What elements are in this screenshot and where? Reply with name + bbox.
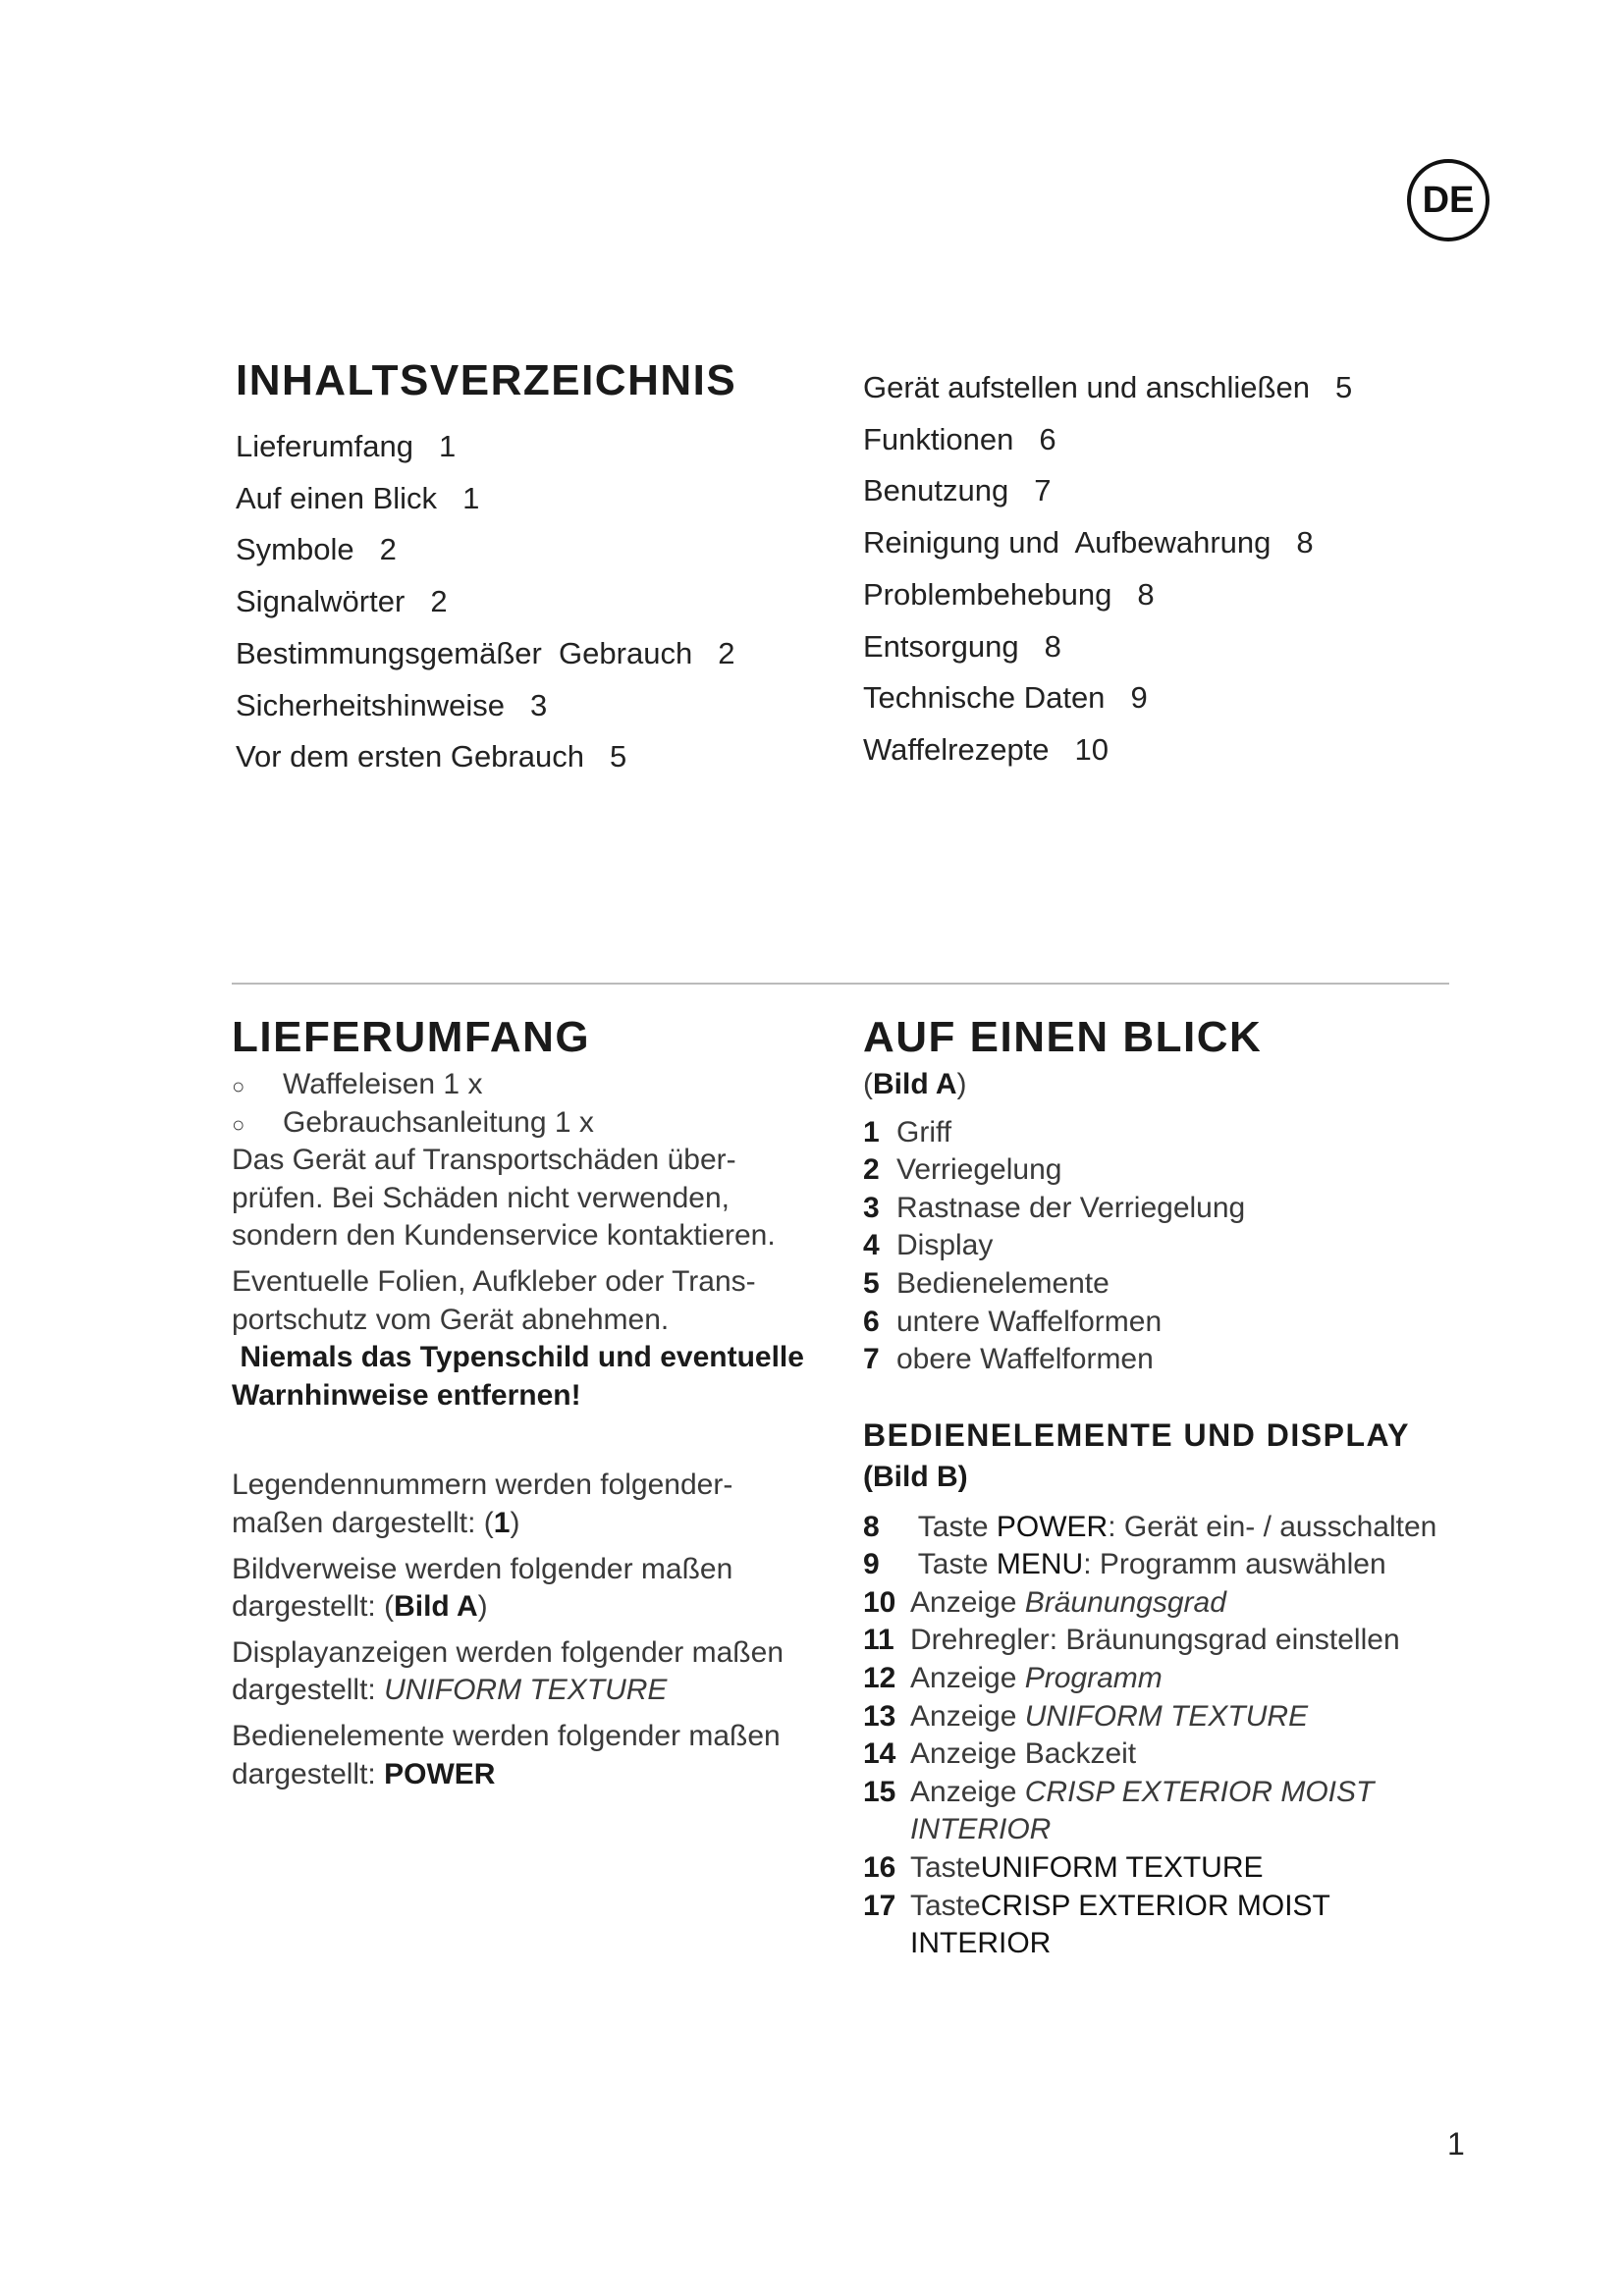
toc-entry-page: 7: [1034, 473, 1052, 508]
legend-example: POWER: [384, 1757, 496, 1790]
paragraph-line: sondern den Kundenservice kontaktieren.: [232, 1219, 776, 1253]
legend-line: [232, 1756, 821, 1794]
bullet-item: [232, 1066, 821, 1104]
toc-entry: [863, 724, 1352, 776]
control-item: [863, 1698, 1491, 1736]
control-emphasis: POWER: [996, 1510, 1109, 1543]
toc-entry-label: Benutzung: [863, 473, 1009, 508]
spacer: [232, 1627, 821, 1634]
toc-entry-page: 5: [609, 739, 627, 774]
spacer: [232, 1543, 821, 1551]
toc-entry: [863, 362, 1352, 414]
toc-entry: [863, 517, 1352, 569]
toc-entry: [863, 569, 1352, 621]
control-item-continuation: [863, 1925, 1491, 1963]
auf-einen-blick-title: AUF EINEN BLICK: [863, 1013, 1263, 1061]
toc-entry-page: 1: [438, 429, 457, 463]
toc-entry: [236, 421, 734, 473]
toc-entry: [863, 414, 1352, 466]
control-item: [863, 1774, 1491, 1812]
auf-einen-blick-section: [863, 1013, 1472, 1379]
figure-ref-label: Bild A: [873, 1068, 957, 1100]
figure-reference: [863, 1066, 1472, 1104]
bullet-icon: ○: [232, 1111, 245, 1137]
toc-entry: [236, 576, 734, 628]
toc-entry-page: 5: [1334, 370, 1353, 404]
control-text: Taste: [910, 1510, 997, 1543]
control-text: Taste: [910, 1889, 981, 1922]
toc-entry-label: Gerät aufstellen und anschließen: [863, 370, 1310, 404]
toc-entry: [236, 473, 734, 525]
toc-entry-label: Technische Daten: [863, 680, 1106, 716]
toc-entry-label: Lieferumfang: [236, 429, 413, 463]
control-item: [863, 1735, 1491, 1774]
toc-entry-label: Problembehebung: [863, 576, 1112, 612]
toc-entry-label: Funktionen: [863, 421, 1014, 456]
control-emphasis: CRISP EXTERIOR MOIST: [1024, 1775, 1375, 1808]
toc-entry-page: 2: [718, 635, 735, 670]
control-number: 15: [863, 1775, 896, 1808]
spacer: [232, 1255, 821, 1263]
toc-entry-page: 6: [1039, 421, 1056, 456]
toc-entry: [236, 680, 734, 732]
warning-line: Warnhinweise entfernen!: [232, 1378, 581, 1412]
legend-line: [232, 1588, 821, 1627]
control-item: [863, 1584, 1491, 1623]
control-emphasis: Programm: [1024, 1661, 1163, 1694]
part-label: untere Waffelformen: [896, 1305, 1163, 1338]
part-number: 1: [863, 1115, 880, 1148]
bullet-icon: ○: [232, 1074, 245, 1098]
toc-entry-page: 8: [1044, 628, 1061, 664]
control-emphasis: Bräunungsgrad: [1024, 1585, 1226, 1619]
toc-entry: [863, 465, 1352, 517]
control-text: Anzeige: [910, 1699, 1025, 1733]
control-number: 17: [863, 1889, 896, 1922]
control-text: Taste: [910, 1850, 981, 1884]
part-label: Rastnase der Verriegelung: [896, 1191, 1246, 1224]
toc-entry-page: 8: [1137, 576, 1155, 612]
control-text: Anzeige: [910, 1775, 1025, 1808]
control-item: [863, 1546, 1491, 1584]
language-badge: DE: [1407, 159, 1489, 241]
legend-prefix: maßen dargestellt: (: [232, 1506, 494, 1539]
control-item: [863, 1849, 1491, 1888]
toc-entry-label: Symbole: [236, 532, 354, 567]
part-number: 6: [863, 1305, 880, 1338]
toc-entry-page: 8: [1296, 525, 1314, 561]
toc-entry: [863, 621, 1352, 673]
part-item: [863, 1265, 1472, 1304]
toc-entry-page: 10: [1074, 731, 1110, 767]
control-number: 12: [863, 1661, 896, 1694]
control-text: Taste: [910, 1548, 997, 1581]
toc-entry-page: 3: [529, 687, 548, 722]
paragraph-line: portschutz vom Gerät abnehmen.: [232, 1303, 670, 1336]
toc-entry-label: Sicherheitshinweise: [236, 687, 505, 722]
legend-line: Displayanzeigen werden folgender maßen: [232, 1635, 785, 1669]
legend-example: 1: [493, 1506, 511, 1539]
toc-entry-label: Vor dem ersten Gebrauch: [236, 739, 584, 774]
control-item: [863, 1509, 1491, 1547]
toc-entry: [863, 672, 1352, 724]
legend-line: Legendennummern werden folgender-: [232, 1468, 733, 1502]
toc-right: [863, 362, 1352, 776]
toc-entry-page: 1: [462, 480, 480, 515]
toc-left: [236, 421, 734, 783]
toc-entry: [236, 731, 734, 783]
part-number: 4: [863, 1229, 880, 1262]
control-number: 8: [863, 1510, 880, 1543]
controls-list: [863, 1509, 1491, 1963]
part-item: [863, 1151, 1472, 1190]
control-emphasis: INTERIOR: [910, 1813, 1052, 1846]
control-item: [863, 1622, 1491, 1660]
legend-line: Bedienelemente werden folgender maßen: [232, 1719, 781, 1752]
control-text: Anzeige Backzeit: [910, 1737, 1137, 1771]
part-number: 5: [863, 1266, 880, 1300]
toc-entry: [236, 524, 734, 576]
bedienelemente-section: [863, 1415, 1491, 1963]
legend-suffix: ): [477, 1590, 488, 1624]
paren: (: [863, 1068, 873, 1100]
control-text: Drehregler: Bräunungsgrad einstellen: [910, 1624, 1400, 1657]
part-label: Griff: [896, 1115, 952, 1148]
toc-entry-page: 2: [379, 532, 397, 567]
control-item-continuation: [863, 1811, 1491, 1849]
part-label: Bedienelemente: [896, 1266, 1110, 1300]
control-number: 11: [863, 1624, 894, 1657]
lieferumfang-body: [232, 1066, 821, 1793]
part-item: [863, 1304, 1472, 1342]
control-text: Anzeige: [910, 1585, 1025, 1619]
control-text-suffix: : Gerät ein- / ausschalten: [1108, 1510, 1437, 1543]
control-emphasis: MENU: [996, 1548, 1084, 1581]
bedienelemente-title: BEDIENELEMENTE UND DISPLAY: [863, 1417, 1410, 1453]
toc-entry-page: 9: [1130, 680, 1148, 716]
paren: ): [956, 1068, 967, 1100]
bullet-text: Waffeleisen 1 x: [283, 1068, 483, 1100]
part-item: [863, 1227, 1472, 1265]
control-number: 13: [863, 1699, 896, 1733]
legend-prefix: dargestellt:: [232, 1674, 385, 1707]
bullet-item: [232, 1104, 821, 1143]
legend-prefix: dargestellt:: [232, 1757, 385, 1790]
control-number: 9: [863, 1548, 880, 1581]
control-number: 14: [863, 1737, 896, 1771]
toc-title: INHALTSVERZEICHNIS: [236, 356, 737, 404]
paragraph-line: Das Gerät auf Transportschäden über-: [232, 1144, 736, 1177]
legend-example: UNIFORM TEXTURE: [384, 1674, 668, 1707]
control-emphasis: CRISP EXTERIOR MOIST: [980, 1889, 1330, 1922]
part-number: 2: [863, 1153, 880, 1187]
toc-entry-label: Bestimmungsgemäßer Gebrauch: [236, 635, 693, 670]
control-number: 16: [863, 1850, 896, 1884]
legend-line: Bildverweise werden folgender maßen: [232, 1552, 733, 1585]
control-item: [863, 1660, 1491, 1698]
part-label: Verriegelung: [896, 1153, 1062, 1187]
paragraph-line: prüfen. Bei Schäden nicht verwenden,: [232, 1181, 730, 1214]
toc-entry-label: Auf einen Blick: [236, 480, 438, 515]
part-label: obere Waffelformen: [896, 1343, 1154, 1376]
toc-entry-label: Reinigung und Aufbewahrung: [863, 525, 1272, 561]
toc-entry-label: Entsorgung: [863, 628, 1019, 664]
spacer: [232, 1415, 821, 1467]
figure-reference: (Bild B): [863, 1461, 968, 1493]
legend-line: [232, 1672, 821, 1710]
spacer: [232, 1710, 821, 1718]
part-item: [863, 1341, 1472, 1379]
toc-entry-page: 2: [430, 584, 448, 619]
control-text: Anzeige: [910, 1661, 1025, 1694]
toc-entry: [236, 628, 734, 680]
legend-prefix: dargestellt: (: [232, 1590, 395, 1624]
control-emphasis: UNIFORM TEXTURE: [1024, 1699, 1309, 1733]
warning-line: Niemals das Typenschild und eventuelle: [232, 1341, 804, 1374]
lieferumfang-title: LIEFERUMFANG: [232, 1013, 591, 1061]
control-text-suffix: : Programm auswählen: [1083, 1548, 1386, 1581]
section-divider: [232, 983, 1449, 985]
legend-example: Bild A: [394, 1590, 478, 1624]
control-number: 10: [863, 1585, 896, 1619]
control-emphasis: INTERIOR: [910, 1927, 1052, 1960]
legend-line: [232, 1505, 821, 1543]
part-number: 3: [863, 1191, 880, 1224]
part-label: Display: [896, 1229, 994, 1262]
part-item: [863, 1190, 1472, 1228]
lieferumfang-section: [232, 1013, 821, 1793]
control-item: [863, 1888, 1491, 1926]
bullet-text: Gebrauchsanleitung 1 x: [283, 1105, 594, 1139]
parts-list: [863, 1114, 1472, 1379]
page-number: 1: [1447, 2126, 1465, 2162]
toc-entry-label: Waffelrezepte: [863, 731, 1050, 767]
toc-entry-label: Signalwörter: [236, 584, 406, 619]
part-item: [863, 1114, 1472, 1152]
paragraph-line: Eventuelle Folien, Aufkleber oder Trans-: [232, 1264, 756, 1298]
control-emphasis: UNIFORM TEXTURE: [980, 1850, 1264, 1884]
part-number: 7: [863, 1343, 880, 1376]
legend-suffix: ): [510, 1506, 520, 1539]
